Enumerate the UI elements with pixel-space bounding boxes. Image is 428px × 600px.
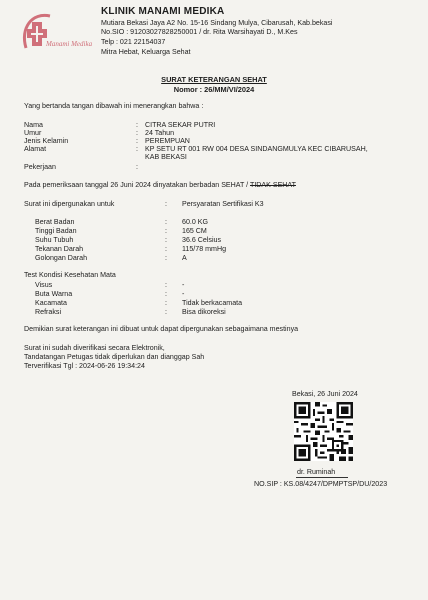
colon: : [165,218,167,226]
eye-value: Tidak berkacamata [182,299,243,307]
colon: : [165,227,167,235]
eye-value: - [182,281,185,289]
identity-label: Alamat [24,145,47,153]
eye-label: Refraksi [35,308,62,316]
identity-label: Pekerjaan [24,163,56,171]
verification-date: Terverifikasi Tgl : 2024-06-26 19:34:24 [24,362,145,370]
struck-option: TIDAK SEHAT [249,181,296,189]
clinic-name: KLINIK MANAMI MEDIKA [101,6,225,17]
colon: : [165,245,167,253]
signature-place-date: Bekasi, 26 Juni 2024 [292,390,358,398]
verification-line: Tandatangan Petugas tidak diperlukan dan dianggap Sah [24,353,205,361]
identity-label: Umur [24,129,42,137]
eye-value: Bisa dikoreksi [182,308,226,316]
vital-value: 115/78 mmHg [182,245,227,253]
logo-text: Manami Medika [46,40,93,48]
vital-label: Tekanan Darah [35,245,84,253]
vital-label: Tinggi Badan [35,227,77,235]
identity-label: Nama [24,121,43,129]
identity-value: KP SETU RT 001 RW 004 DESA SINDANGMULYA KEC CIBARUSAH, [145,145,368,153]
colon: : [136,129,138,137]
verification-line: Surat ini sudah diverifikasi secara Elektronik, [24,344,165,352]
colon: : [136,137,138,145]
signature-underline [296,477,348,478]
clinic-sio: No.SIO : 91203027828250001 / dr. Rita Warsihayati D., M.Kes [101,28,298,36]
vital-value: 60.0 KG [182,218,209,226]
intro-text: Yang bertanda tangan dibawah ini menerangkan bahwa : [24,102,204,110]
vital-label: Golongan Darah [35,254,88,262]
colon: : [165,308,167,316]
colon: : [165,290,167,298]
qr-code [294,402,353,461]
vital-value: A [182,254,187,262]
eye-label: Kacamata [35,299,67,307]
eye-value: - [182,290,185,298]
eye-test-title: Test Kondisi Kesehatan Mata [24,271,116,279]
identity-value-cont: KAB BEKASI [145,153,187,161]
doctor-name: dr. Ruminah [297,468,336,476]
eye-label: Buta Warna [35,290,73,298]
colon: : [165,299,167,307]
clinic-phone: Telp : 021 22154037 [101,38,166,46]
clinic-address: Mutiara Bekasi Jaya A2 No. 15-16 Sindang Mulya, Cibarusah, Kab.bekasi [101,19,333,27]
closing-text: Demikian surat keterangan ini dibuat untuk dapat dipergunakan sebagaimana mestinya [24,325,299,333]
document-title: SURAT KETERANGAN SEHAT [161,75,267,84]
colon: : [165,236,167,244]
colon: : [136,145,138,153]
colon: : [136,163,138,171]
vital-value: 165 CM [182,227,207,235]
identity-value: CITRA SEKAR PUTRI [145,121,216,129]
doctor-sip: NO.SIP : KS.08/4247/DPMPTSP/DU/2023 [254,480,388,488]
clinic-tagline: Mitra Hebat, Keluarga Sehat [101,48,191,56]
document-number: Nomor : 26/MM/VI/2024 [173,85,255,94]
colon: : [165,281,167,289]
identity-label: Jenis Kelamin [24,137,69,145]
purpose-label: Surat ini dipergunakan untuk [24,200,115,208]
colon: : [165,254,167,262]
colon: : [165,200,167,208]
vital-value: 36.6 Celsius [182,236,222,244]
colon: : [136,121,138,129]
identity-value: PEREMPUAN [145,137,190,145]
eye-label: Visus [35,281,53,289]
purpose-value: Persyaratan Sertifikasi K3 [182,200,264,208]
vital-label: Suhu Tubuh [35,236,74,244]
exam-statement: Pada pemeriksaan tanggal 26 Juni 2024 dinyatakan berbadan SEHAT / TIDAK SEHAT [24,181,296,189]
clinic-logo [18,8,98,58]
vital-label: Berat Badan [35,218,75,226]
identity-value: 24 Tahun [145,129,175,137]
